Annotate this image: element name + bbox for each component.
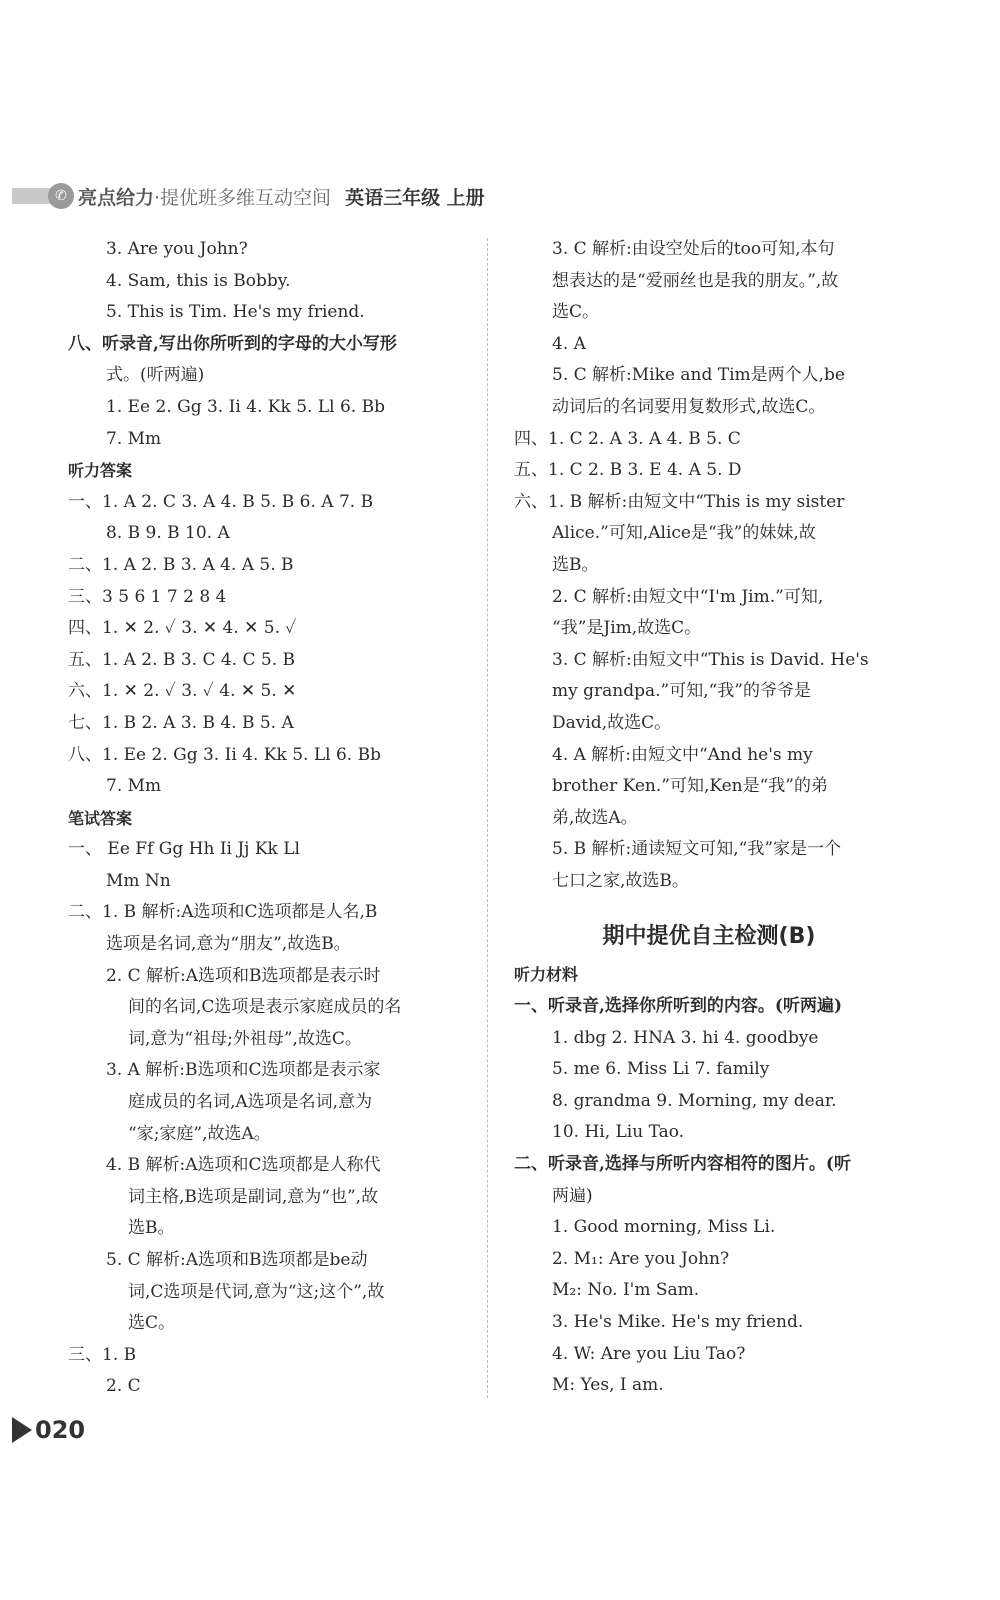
text-line: 4. A xyxy=(552,333,586,354)
text-line: 选项是名词,意为“朋友”,故选B。 xyxy=(106,934,351,955)
text-line: 2. C 解析:由短文中“I'm Jim.”可知, xyxy=(552,586,824,607)
test-title: 期中提优自主检测(B) xyxy=(602,924,816,950)
page-number xyxy=(12,1416,85,1444)
text-line: 动词后的名词要用复数形式,故选C。 xyxy=(552,396,826,417)
phone-logo-icon: ✆ xyxy=(48,183,74,209)
text-line: 四、1. C 2. A 3. A 4. B 5. C xyxy=(514,428,741,449)
text-line: 五、1. C 2. B 3. E 4. A 5. D xyxy=(514,460,742,481)
text-line: 2. M₁: Are you John? xyxy=(552,1248,730,1269)
text-line: 8. B 9. B 10. A xyxy=(106,523,230,544)
text-line: 弟,故选A。 xyxy=(552,807,638,828)
text-line: 3. A 解析:B选项和C选项都是表示家 xyxy=(106,1060,381,1081)
section-heading: 听力答案 xyxy=(68,461,133,481)
text-line: 10. Hi, Liu Tao. xyxy=(552,1122,685,1143)
section-heading: 笔试答案 xyxy=(68,808,133,828)
header-bar-decoration xyxy=(12,188,52,204)
text-line: 5. C 解析:Mike and Tim是两个人,be xyxy=(552,365,845,386)
text-line: 六、1. B 解析:由短文中“This is my sister xyxy=(514,491,845,512)
text-line: 8. grandma 9. Morning, my dear. xyxy=(552,1090,837,1111)
left-column xyxy=(68,234,468,1403)
text-line: 四、1. ✕ 2. ✓ 3. ✕ 4. ✕ 5. ✓ xyxy=(68,618,297,639)
text-line: 式。(听两遍) xyxy=(106,365,205,386)
text-line: 二、听录音,选择与所听内容相符的图片。(听 xyxy=(514,1154,851,1175)
header-subtitle: ·提优班多维互动空间 xyxy=(154,186,332,209)
text-line: M: Yes, I am. xyxy=(552,1375,664,1396)
text-line: 4. W: Are you Liu Tao? xyxy=(552,1343,746,1364)
text-line: 三、3 5 6 1 7 2 8 4 xyxy=(68,586,227,607)
text-line: 词主格,B选项是副词,意为“也”,故 xyxy=(128,1186,379,1207)
text-line: 3. C 解析:由设空处后的too可知,本句 xyxy=(552,239,835,259)
text-line: 词,意为“祖母;外祖母”,故选C。 xyxy=(128,1028,362,1049)
text-line: 六、1. ✕ 2. ✓ 3. ✓ 4. ✕ 5. ✕ xyxy=(68,681,297,702)
text-line: 4. A 解析:由短文中“And he's my xyxy=(552,744,813,765)
text-line: 7. Mm xyxy=(106,428,162,449)
text-line: brother Ken.”可知,Ken是“我”的弟 xyxy=(552,776,829,797)
text-line: 2. C 解析:A选项和B选项都是表示时 xyxy=(106,965,381,986)
text-line: 一、听录音,选择你所听到的内容。(听两遍) xyxy=(514,996,843,1017)
text-line: 2. C xyxy=(106,1376,141,1397)
text-line: 4. B 解析:A选项和C选项都是人称代 xyxy=(106,1155,381,1176)
text-line: 5. C 解析:A选项和B选项都是be动 xyxy=(106,1250,368,1270)
page-header xyxy=(12,178,485,214)
text-line: 二、1. B 解析:A选项和C选项都是人名,B xyxy=(68,902,378,923)
header-brand: 亮点给力 xyxy=(78,186,155,209)
triangle-marker-icon xyxy=(12,1417,32,1443)
text-line: 1. Good morning, Miss Li. xyxy=(552,1217,776,1238)
text-line: 五、1. A 2. B 3. C 4. C 5. B xyxy=(68,649,296,670)
text-line: M₂: No. I'm Sam. xyxy=(552,1280,700,1301)
text-line: 二、1. A 2. B 3. A 4. A 5. B xyxy=(68,554,294,575)
text-line: Alice.”可知,Alice是“我”的妹妹,故 xyxy=(552,523,816,544)
text-line: “家;家庭”,故选A。 xyxy=(128,1123,271,1144)
text-line: “我”是Jim,故选C。 xyxy=(552,618,702,639)
text-line: 选C。 xyxy=(552,302,600,323)
text-line: 八、1. Ee 2. Gg 3. Ii 4. Kk 5. Ll 6. Bb xyxy=(68,744,381,765)
text-line: 1. dbg 2. HNA 3. hi 4. goodbye xyxy=(552,1027,819,1048)
text-line: 选B。 xyxy=(128,1218,175,1239)
text-line: 1. Ee 2. Gg 3. Ii 4. Kk 5. Ll 6. Bb xyxy=(106,396,385,417)
text-line: 7. Mm xyxy=(106,776,162,797)
text-line: 七、1. B 2. A 3. B 4. B 5. A xyxy=(68,712,294,733)
text-line: 3. He's Mike. He's my friend. xyxy=(552,1312,804,1332)
text-line: 5. This is Tim. He's my friend. xyxy=(106,302,365,323)
text-line: 选B。 xyxy=(552,554,599,575)
text-line: 八、听录音,写出你所听到的字母的大小写形 xyxy=(68,333,397,354)
text-line: 3. C 解析:由短文中“This is David. He's xyxy=(552,649,869,670)
page-number-text: 020 xyxy=(35,1416,86,1444)
text-line: 一、1. A 2. C 3. A 4. B 5. B 6. A 7. B xyxy=(68,491,374,512)
column-divider xyxy=(487,238,488,1398)
text-line: Mm Nn xyxy=(106,870,171,891)
text-line: 七口之家,故选B。 xyxy=(552,870,689,891)
text-line: 两遍) xyxy=(552,1185,593,1206)
text-line: 4. Sam, this is Bobby. xyxy=(106,270,291,291)
text-line: 5. B 解析:通读短文可知,“我”家是一个 xyxy=(552,839,842,860)
right-column xyxy=(514,234,904,1402)
header-subject: 英语三年级 上册 xyxy=(345,186,485,209)
text-line: 5. me 6. Miss Li 7. family xyxy=(552,1059,770,1080)
text-line: David,故选C。 xyxy=(552,712,672,733)
text-line: 间的名词,C选项是表示家庭成员的名 xyxy=(128,997,402,1018)
text-line: 三、1. B xyxy=(68,1344,137,1365)
text-line: 3. Are you John? xyxy=(106,239,248,259)
text-line: 庭成员的名词,A选项是名词,意为 xyxy=(128,1092,373,1113)
text-line: 词,C选项是代词,意为“这;这个”,故 xyxy=(128,1281,385,1302)
section-heading: 听力材料 xyxy=(514,965,579,985)
text-line: 一、 Ee Ff Gg Hh Ii Jj Kk Ll xyxy=(68,839,300,860)
text-line: my grandpa.”可知,“我”的爷爷是 xyxy=(552,681,812,702)
text-line: 选C。 xyxy=(128,1313,176,1334)
text-line: 想表达的是“爱丽丝也是我的朋友。”,故 xyxy=(552,270,839,291)
